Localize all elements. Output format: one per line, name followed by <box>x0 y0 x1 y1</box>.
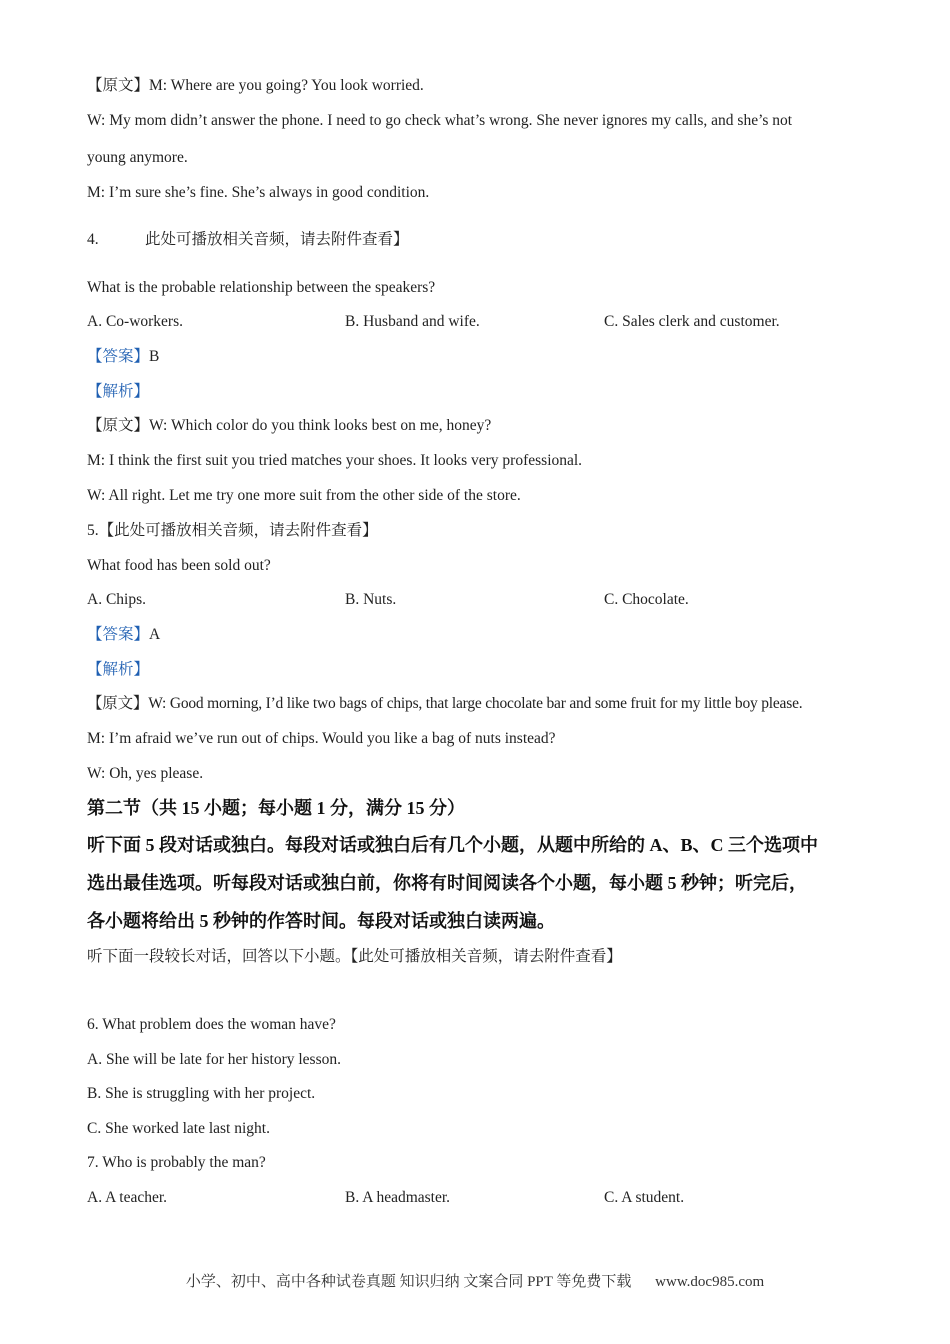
option-b: B. She is struggling with her project. <box>87 1085 316 1102</box>
transcript-line: young anymore. <box>87 149 188 166</box>
transcript-line: M: I’m sure she’s fine. She’s always in good condition. <box>87 184 430 201</box>
option-a: A. Chips. <box>87 591 146 608</box>
audio-note: 此处可播放相关音频，请去附件查看】 <box>145 231 409 248</box>
option-a: A. Co-workers. <box>87 313 183 330</box>
explanation-tag: 【解析】 <box>87 383 150 400</box>
answer-5 <box>87 625 160 645</box>
answer-4 <box>87 347 159 367</box>
transcript-line: W: My mom didn’t answer the phone. I need to go check what’s wrong. She never ignores my calls, and she’s not <box>87 112 793 129</box>
transcript-line: M: I think the first suit you tried matches your shoes. It looks very professional. <box>87 452 583 469</box>
answer-value: A <box>149 626 161 643</box>
footer-url[interactable]: www.doc985.com <box>655 1274 765 1290</box>
explanation-tag: 【解析】 <box>87 661 150 678</box>
option-a: A. She will be late for her history lesson. <box>87 1051 341 1068</box>
transcript-line: W: All right. Let me try one more suit from the other side of the store. <box>87 487 521 504</box>
question-5-audio: 5.【此处可播放相关音频，请去附件查看】 <box>87 522 378 539</box>
section-2-instructions: 各小题将给出 5 秒钟的作答时间。每段对话或独白读两遍。 <box>87 911 555 931</box>
transcript-line: 【原文】W: Which color do you think looks best on me, honey? <box>87 417 492 434</box>
footer <box>0 1270 950 1291</box>
audio-note: 听下面一段较长对话，回答以下小题。【此处可播放相关音频，请去附件查看】 <box>87 948 622 965</box>
option-c: C. She worked late last night. <box>87 1120 270 1137</box>
answer-value: B <box>149 348 160 365</box>
option-b: B. A headmaster. <box>345 1189 451 1206</box>
question-5-text: What food has been sold out? <box>87 557 271 574</box>
transcript-line: 【原文】W: Good morning, I’d like two bags of chips, that large chocolate bar and some fruit for my little boy please. <box>87 695 803 712</box>
option-c: C. A student. <box>604 1189 685 1206</box>
question-4-number: 4. <box>87 231 99 248</box>
question-6-text: 6. What problem does the woman have? <box>87 1016 336 1033</box>
option-a: A. A teacher. <box>87 1189 168 1206</box>
answer-tag: 【答案】 <box>87 348 150 365</box>
option-b: B. Husband and wife. <box>345 313 480 330</box>
option-c: C. Chocolate. <box>604 591 689 608</box>
option-b: B. Nuts. <box>345 591 397 608</box>
question-7-text: 7. Who is probably the man? <box>87 1154 266 1171</box>
section-2-instructions: 选出最佳选项。听每段对话或独白前，你将有时间阅读各个小题，每小题 5 秒钟；听完后， <box>87 873 807 893</box>
section-2-instructions: 听下面 5 段对话或独白。每段对话或独白后有几个小题，从题中所给的 A、B、C 三个选项中 <box>87 835 818 855</box>
footer-text: 小学、初中、高中各种试卷真题 知识归纳 文案合同 PPT 等免费下载 <box>185 1274 632 1290</box>
transcript-line: 【原文】M: Where are you going? You look worried. <box>87 77 424 94</box>
question-4-text: What is the probable relationship between the speakers? <box>87 279 436 296</box>
transcript-line: W: Oh, yes please. <box>87 765 204 782</box>
transcript-line: M: I’m afraid we’ve run out of chips. Would you like a bag of nuts instead? <box>87 730 556 747</box>
answer-tag: 【答案】 <box>87 626 150 643</box>
section-2-title: 第二节（共 15 小题；每小题 1 分，满分 15 分） <box>87 798 465 818</box>
option-c: C. Sales clerk and customer. <box>604 313 780 330</box>
